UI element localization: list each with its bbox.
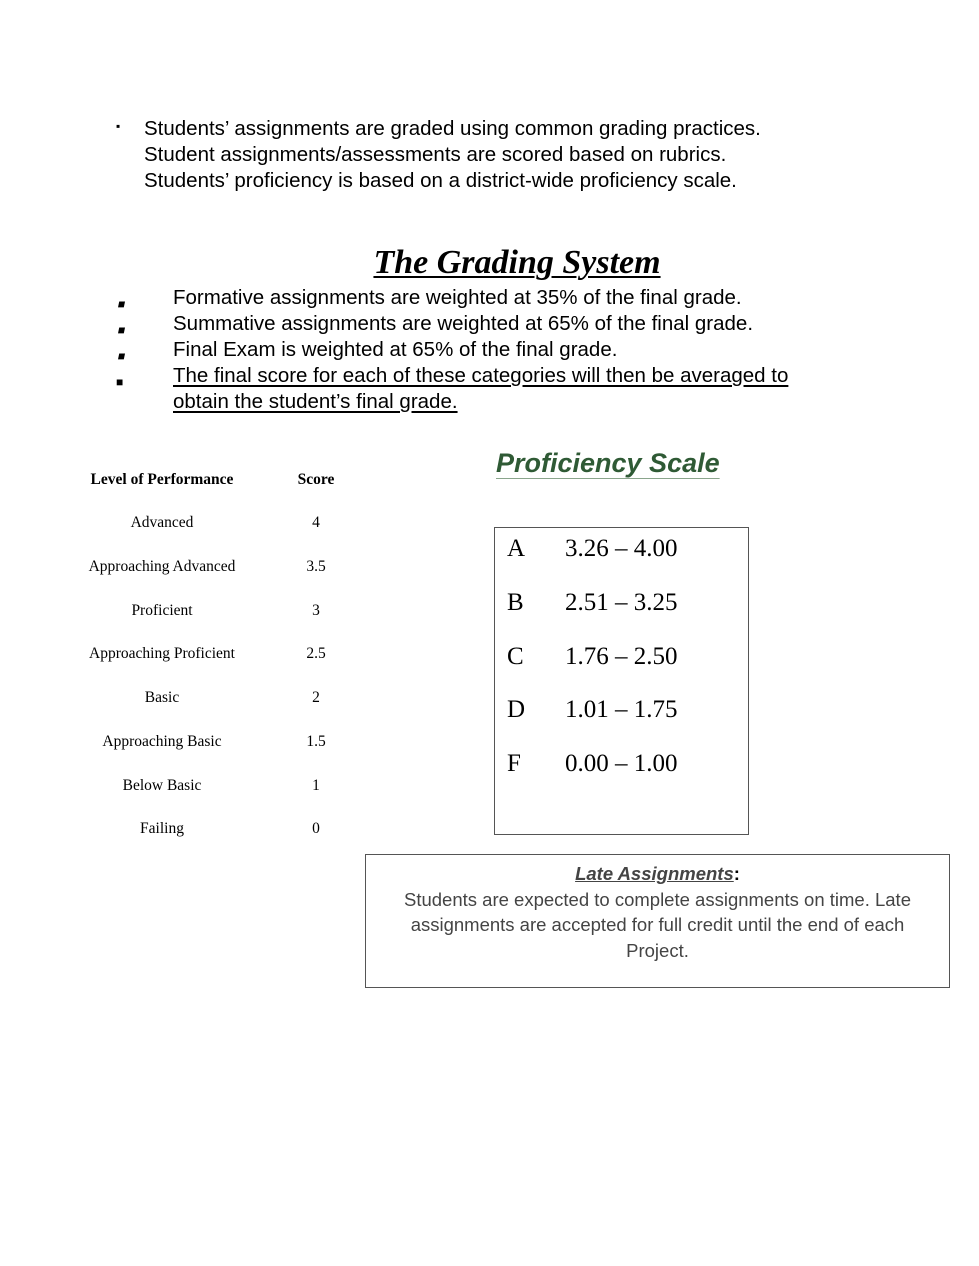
- table-row-level: Basic: [144, 689, 180, 706]
- late-assignments-heading: [386, 861, 929, 887]
- late-assignments-line: Project.: [626, 939, 689, 961]
- performance-header-level: Level of Performance: [90, 471, 234, 488]
- bullet-icon: ■: [116, 297, 127, 311]
- intro-text: [144, 116, 761, 194]
- grading-final-note-line2: obtain the student’s final grade.: [173, 390, 458, 413]
- table-row-score: 3.5: [306, 558, 326, 575]
- table-row-score: 3: [312, 602, 320, 619]
- intro-line: Students’ assignments are graded using common grading practices.: [144, 117, 761, 140]
- grading-bullet-formative: Formative assignments are weighted at 35% of the final grade.: [173, 286, 742, 309]
- performance-header-score: Score: [297, 471, 335, 488]
- grading-final-note-line1: The final score for each of these categories will then be averaged to: [173, 364, 789, 387]
- intro-bullet-icon: ▪: [116, 119, 121, 133]
- bullet-icon: ■: [116, 349, 127, 363]
- late-assignments-colon: :: [733, 863, 740, 884]
- scale-range: 2.51 – 3.25: [565, 589, 678, 616]
- scale-range: 3.26 – 4.00: [565, 535, 678, 562]
- intro-line: Students’ proficiency is based on a district-wide proficiency scale.: [144, 169, 737, 192]
- scale-letter: B: [507, 589, 524, 616]
- scale-range: 1.01 – 1.75: [565, 696, 678, 723]
- table-row-level: Proficient: [131, 602, 193, 619]
- proficiency-scale-box: [494, 527, 749, 835]
- grading-bullet-final-exam: Final Exam is weighted at 65% of the final grade.: [173, 338, 618, 361]
- table-row-score: 1: [312, 777, 320, 794]
- table-row-level: Below Basic: [122, 777, 202, 794]
- table-row-score: 4: [312, 514, 320, 531]
- table-row-level: Approaching Advanced: [88, 558, 236, 575]
- table-row-score: 1.5: [306, 733, 326, 750]
- table-row-level: Advanced: [130, 514, 194, 531]
- table-row-score: 2: [312, 689, 320, 706]
- table-row-level: Failing: [140, 820, 184, 837]
- late-assignments-line: Students are expected to complete assignments on time. Late: [404, 888, 911, 910]
- late-assignments-box: [365, 854, 950, 988]
- grading-bullet-summative: Summative assignments are weighted at 65% of the final grade.: [173, 312, 754, 335]
- scale-letter: A: [507, 535, 526, 562]
- proficiency-scale-title: Proficiency Scale: [496, 448, 720, 478]
- scale-range: 0.00 – 1.00: [565, 750, 678, 777]
- late-assignments-line: assignments are accepted for full credit until the end of each: [410, 914, 905, 935]
- scale-range: 1.76 – 2.50: [565, 643, 678, 670]
- table-row-level: Approaching Proficient: [89, 645, 235, 662]
- scale-letter: D: [507, 696, 526, 723]
- intro-line: Student assignments/assessments are scored based on rubrics.: [144, 143, 727, 166]
- grading-system-title: The Grading System: [373, 244, 661, 281]
- bullet-icon: ■: [116, 375, 124, 389]
- scale-letter: F: [507, 750, 521, 777]
- late-assignments-title: Late Assignments: [575, 863, 734, 884]
- scale-letter: C: [507, 643, 524, 670]
- bullet-icon: ■: [116, 323, 127, 337]
- table-row-level: Approaching Basic: [102, 733, 222, 750]
- table-row-score: 2.5: [306, 645, 326, 662]
- table-row-score: 0: [312, 820, 320, 837]
